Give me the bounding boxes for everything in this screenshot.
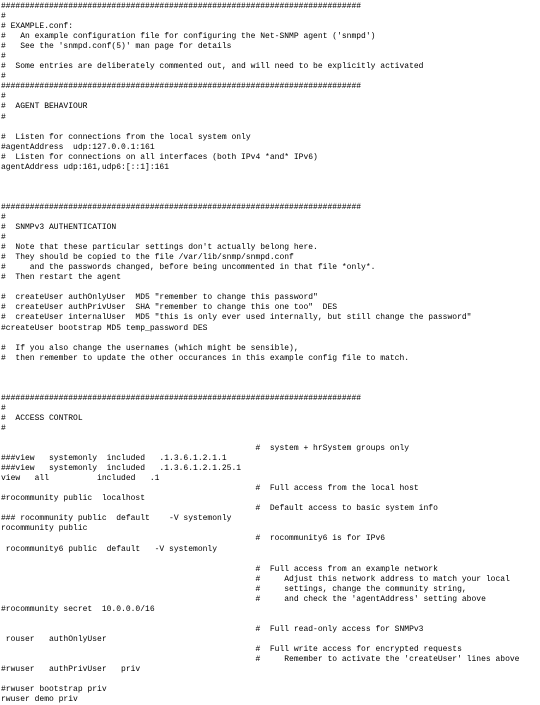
config-line: # Default access to basic system info [1,504,438,514]
config-line: agentAddress udp:161,udp6:[::1]:161 [1,162,170,172]
config-line: # createUser authOnlyUser MD5 "remember to change this password" [1,293,318,303]
config-line [0,364,540,374]
config-line [0,183,540,193]
config-line: #createUser bootstrap MD5 temp_password DES [1,323,208,333]
config-line [0,434,540,444]
config-line: rwuser demo priv [1,695,78,705]
config-line: # [1,423,6,433]
config-line: ########################################################################### [1,393,362,403]
config-line: # then remember to update the other occurances in this example config file to match. [1,353,410,363]
config-line: rocommunity6 public default -V systemonly [1,544,218,554]
config-line: # ACCESS CONTROL [1,413,83,423]
config-line: # Some entries are deliberately commented out, and will need to be explicitly activated [1,62,424,72]
config-line: # An example configuration file for configuring the Net-SNMP agent ('snmpd') [1,32,376,42]
config-line: # SNMPv3 AUTHENTICATION [1,223,117,233]
config-line: # Then restart the agent [1,273,122,283]
config-line: # createUser authPrivUser SHA "remember to change this one too" DES [1,303,338,313]
config-line [0,384,540,394]
config-line: # AGENT BEHAVIOUR [1,102,88,112]
config-line [0,193,540,203]
config-line: # Note that these particular settings don't actually belong here. [1,243,318,253]
config-line: # settings, change the community string, [1,584,467,594]
config-line: #rwuser bootstrap priv [1,685,107,695]
config-line: view all included .1 [1,474,160,484]
config-line: #rocommunity secret 10.0.0.0/16 [1,604,155,614]
config-line: # They should be copied to the file /var/lib/snmp/snmpd.conf [1,253,294,263]
config-line: #rwuser authPrivUser priv [1,665,141,675]
config-line [0,615,540,625]
config-line: #rocommunity public localhost [1,494,146,504]
config-line: # Listen for connections on all interfaces (both IPv4 *and* IPv6) [1,152,318,162]
config-line: # rocommunity6 is for IPv6 [1,534,386,544]
config-line: # and check the 'agentAddress' setting above [1,594,486,604]
config-line: # [1,233,6,243]
config-line: # Listen for connections from the local system only [1,132,251,142]
config-line: # EXAMPLE.conf: [1,22,74,32]
config-line: # If you also change the usernames (which might be sensible), [1,343,299,353]
config-line: # [1,72,6,82]
config-line: # createUser internalUser MD5 "this is only ever used internally, but still change the password" [1,313,472,323]
config-line: # Remember to activate the 'createUser' lines above [1,655,520,665]
config-line [0,123,540,133]
config-line: # Full access from an example network [1,564,438,574]
config-line [0,374,540,384]
config-line [0,334,540,344]
config-line: # See the 'snmpd.conf(5)' man page for details [1,42,232,52]
config-line: # [1,112,6,122]
config-line: # [1,92,6,102]
config-line: # [1,12,6,22]
config-line: ########################################################################### [1,202,362,212]
config-line: # and the passwords changed, before being uncommented in that file *only*. [1,263,376,273]
config-line: # [1,212,6,222]
config-line: rocommunity public [1,524,88,534]
config-line: rouser authOnlyUser [1,634,107,644]
config-line [0,173,540,183]
config-line: # [1,52,6,62]
config-line [0,283,540,293]
config-line: # Full write access for encrypted requests [1,645,462,654]
config-line: ########################################################################### [1,2,362,11]
config-line: ###view systemonly included .1.3.6.1.2.1.25.1 [1,464,242,474]
config-line: # Adjust this network address to match your local [1,574,510,584]
config-line [0,675,540,685]
config-line: #agentAddress udp:127.0.0.1:161 [1,142,155,152]
config-line: # [1,403,6,413]
config-line: ###view systemonly included .1.3.6.1.2.1.1 [1,454,227,464]
config-line: # system + hrSystem groups only [1,444,410,454]
config-line: ### rocommunity public default -V systemonly [1,514,232,524]
config-line [0,555,540,565]
config-line: # Full access from the local host [1,484,419,494]
config-line: ########################################################################### [1,82,362,92]
config-line: # Full read-only access for SNMPv3 [1,624,424,634]
